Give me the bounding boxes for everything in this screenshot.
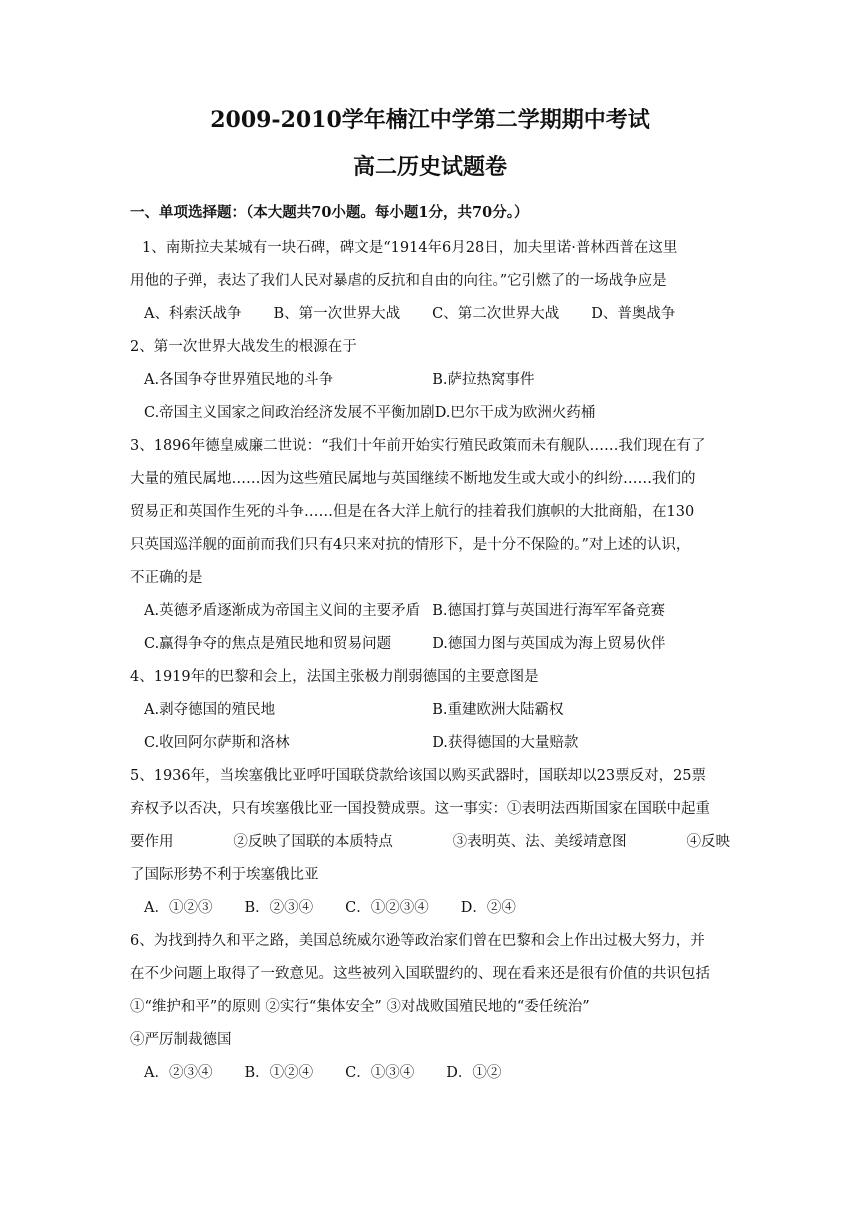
option-d: D、普奥战争 (591, 306, 676, 322)
stem-segment: ④反映 (686, 834, 730, 850)
stem-segment: ②反映了国联的本质特点 (233, 834, 393, 850)
question-3-stem-line: 贸易正和英国作生死的斗争……但是在各大洋上航行的挂着我们旗帜的大批商船，在130 (130, 504, 695, 520)
questions (130, 232, 730, 1090)
option-d: D.获得德国的大量赔款 (432, 735, 579, 751)
option-c: C．①③④ (345, 1065, 415, 1081)
question-5-stem-line: 弃权予以否决，只有埃塞俄比亚一国投赞成票。这一事实：①表明法西斯国家在国联中起重 (130, 801, 710, 817)
option-d: D.巴尔干成为欧洲火药桶 (434, 405, 596, 421)
question-1-stem-line: 1、南斯拉夫某城有一块石碑，碑文是“1914年6月28日，加夫里诺·普林西普在这里 (142, 240, 678, 256)
question-6-stem-line: ①“维护和平”的原则 ②实行“集体安全” ③对战败国殖民地的“委任统治” (130, 999, 590, 1015)
question-1-stem-line: 用他的子弹，表达了我们人民对暴虐的反抗和自由的向往。”它引燃了的一场战争应是 (130, 273, 667, 289)
question-3-stem-line: 3、1896年德皇威廉二世说：“我们十年前开始实行殖民政策而未有舰队……我们现在有了 (130, 438, 706, 454)
option-d: D．②④ (460, 900, 516, 916)
stem-segment: 要作用 (130, 834, 174, 850)
stem-segment: ③表明英、法、美绥靖意图 (452, 834, 627, 850)
option-c: C.收回阿尔萨斯和洛林 (144, 735, 290, 751)
question-6-stem-line: 6、为找到持久和平之路，美国总统威尔逊等政治家们曾在巴黎和会上作出过极大努力，并 (130, 933, 705, 949)
question-2-stem: 2、第一次世界大战发生的根源在于 (130, 339, 357, 355)
question-6-stem-line: ④严厉制裁德国 (130, 1032, 232, 1048)
option-a: A.剥夺德国的殖民地 (144, 702, 276, 718)
question-5-stem-line: 了国际形势不利于埃塞俄比亚 (130, 867, 319, 883)
option-c: C．①②③④ (345, 900, 429, 916)
option-d: D．①② (446, 1065, 502, 1081)
option-a: A.英德矛盾逐渐成为帝国主义间的主要矛盾 (144, 603, 421, 619)
option-c: C、第二次世界大战 (432, 306, 560, 322)
question-1-options (130, 298, 730, 331)
question-3-options-row (130, 595, 730, 628)
question-5-stem-line (130, 826, 730, 859)
question-3-options-row (130, 628, 730, 661)
option-a: A．②③④ (144, 1065, 213, 1081)
option-b: B、第一次世界大战 (273, 306, 401, 322)
option-c: C.赢得争夺的焦点是殖民地和贸易问题 (144, 636, 392, 652)
option-b: B．①②④ (244, 1065, 314, 1081)
question-4-options-row (130, 694, 730, 727)
option-c: C.帝国主义国家之间政治经济发展不平衡加剧 (144, 405, 435, 421)
option-a: A、科索沃战争 (144, 306, 242, 322)
option-d: D.德国力图与英国成为海上贸易伙伴 (432, 636, 666, 652)
option-a: A．①②③ (144, 900, 213, 916)
question-4-stem: 4、1919年的巴黎和会上，法国主张极力削弱德国的主要意图是 (130, 669, 539, 685)
question-3-stem-line: 不正确的是 (130, 570, 203, 586)
question-2-options-row (130, 364, 730, 397)
question-6-stem-line: 在不少问题上取得了一致意见。这些被列入国联盟约的、现在看来还是很有价值的共识包括 (130, 966, 710, 982)
exam-subtitle: 高二历史试题卷 (352, 154, 507, 180)
question-5-stem-line: 5、1936年，当埃塞俄比亚呼吁国联贷款给该国以购买武器时，国联却以23票反对，25票 (130, 768, 707, 784)
option-a: A.各国争夺世界殖民地的斗争 (144, 372, 334, 388)
question-6-options (130, 1057, 730, 1090)
section-heading: 一、单项选择题：（本大题共70小题。每小题1分，共70分。） (130, 204, 529, 221)
option-b: B.重建欧洲大陆霸权 (432, 702, 564, 718)
question-3-stem-line: 只英国巡洋舰的面前而我们只有4只来对抗的情形下，是十分不保险的。”对上述的认识， (130, 537, 691, 553)
exam-title: 2009-2010学年楠江中学第二学期期中考试 (210, 107, 650, 133)
question-3-stem-line: 大量的殖民属地……因为这些殖民属地与英国继续不断地发生或大或小的纠纷……我们的 (130, 471, 696, 487)
option-b: B.萨拉热窝事件 (432, 372, 535, 388)
option-b: B．②③④ (244, 900, 314, 916)
question-2-options-row (130, 397, 730, 430)
option-b: B.德国打算与英国进行海军军备竞赛 (432, 603, 665, 619)
question-4-options-row (130, 727, 730, 760)
question-5-options (130, 892, 730, 925)
